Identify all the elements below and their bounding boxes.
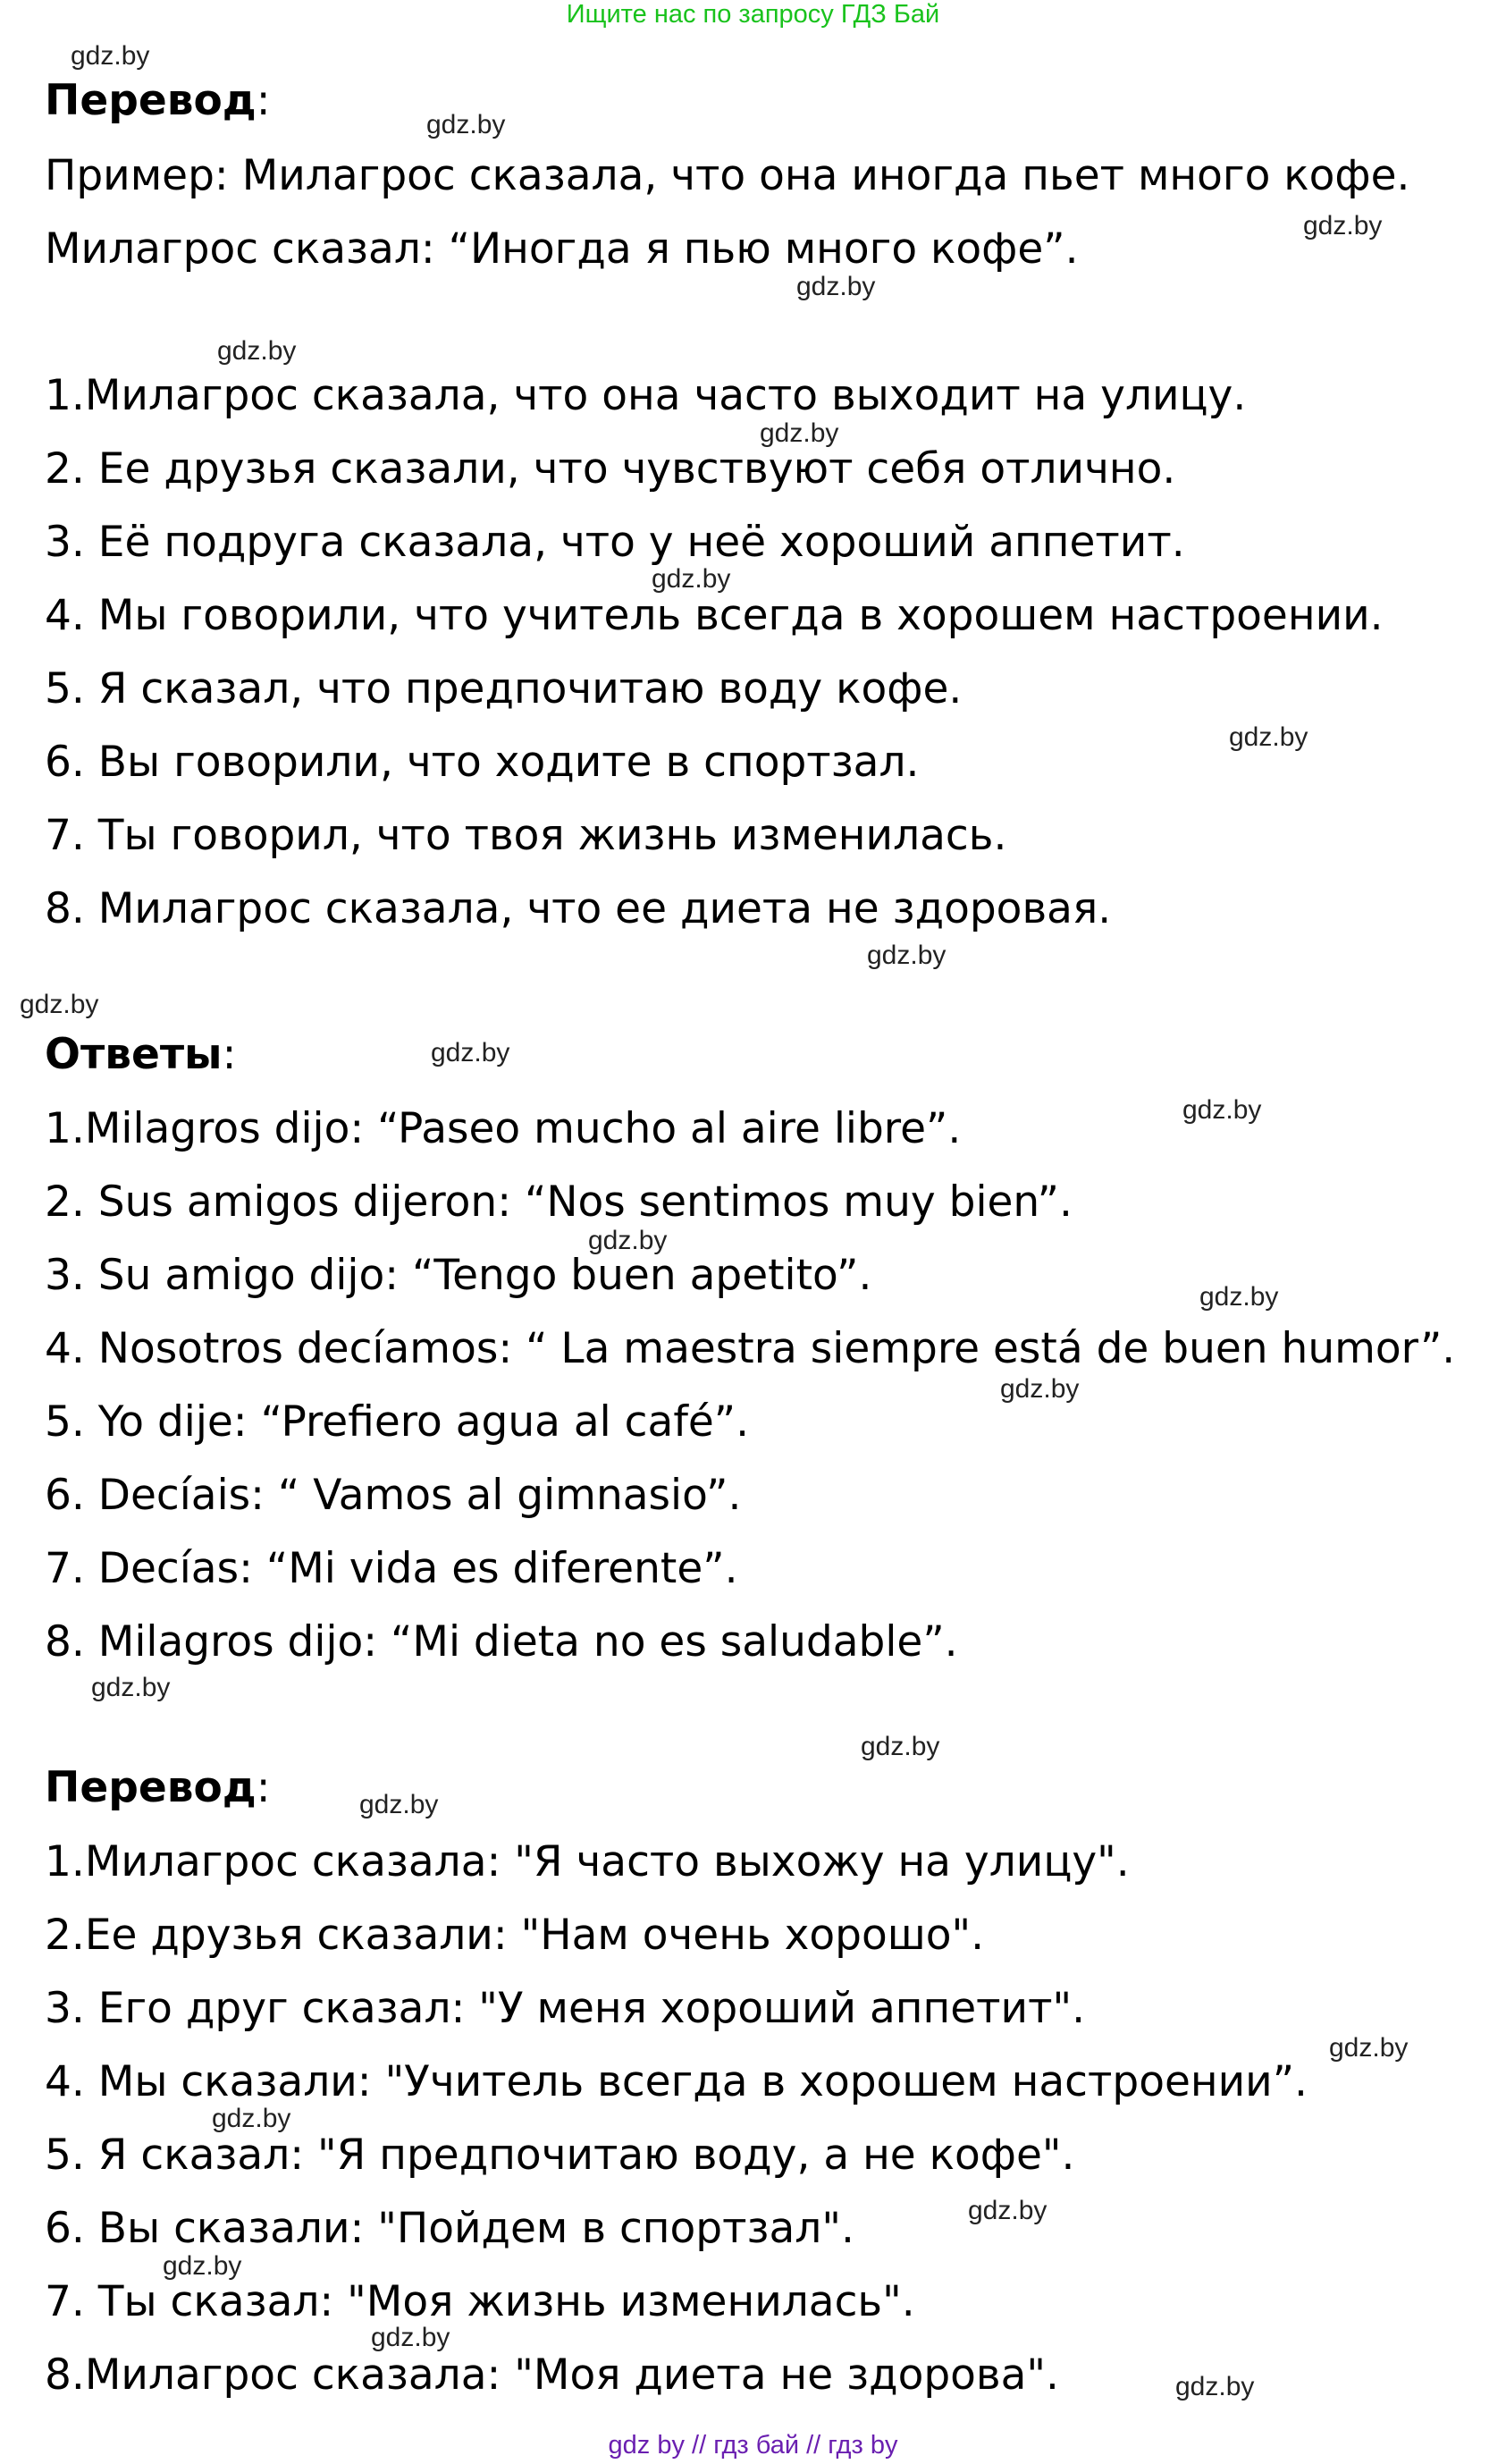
watermark: gdz.by — [796, 272, 876, 301]
answer-translation-item: 5. Я сказал: "Я предпочитаю воду, а не кофе". — [45, 2131, 1075, 2180]
answer-item: 5. Yo dije: “Prefiero agua al café”. — [45, 1397, 750, 1447]
answer-item: 2. Sus amigos dijeron: “Nos sentimos muy bien”. — [45, 1177, 1073, 1227]
watermark: gdz.by — [1199, 1282, 1279, 1312]
watermark: gdz.by — [652, 564, 731, 594]
watermark: gdz.by — [71, 41, 150, 71]
answer-item: 8. Milagros dijo: “Mi dieta no es saludable”. — [45, 1617, 958, 1667]
watermark: gdz.by — [212, 2104, 291, 2133]
watermark: gdz.by — [1229, 722, 1308, 752]
answer-translation-item: 6. Вы сказали: "Пойдем в спортзал". — [45, 2204, 854, 2253]
footer-links-banner: gdz by // гдз бай // гдз by — [608, 2431, 898, 2460]
example-line-2: Милагрос сказал: “Иногда я пью много кофе”. — [45, 224, 1079, 274]
watermark: gdz.by — [1175, 2372, 1255, 2401]
translation-item: 4. Мы говорили, что учитель всегда в хорошем настроении. — [45, 591, 1384, 640]
translation-item: 5. Я сказал, что предпочитаю воду кофе. — [45, 664, 963, 713]
translation-item: 8. Милагрос сказала, что ее диета не здоровая. — [45, 884, 1112, 933]
watermark: gdz.by — [1182, 1095, 1262, 1125]
translation-item: 6. Вы говорили, что ходите в спортзал. — [45, 738, 920, 787]
translation-heading — [45, 76, 271, 126]
answer-item: 7. Decías: “Mi vida es diferente”. — [45, 1544, 738, 1593]
watermark: gdz.by — [217, 336, 297, 366]
answer-translation-item: 7. Ты сказал: "Моя жизнь изменилась". — [45, 2277, 915, 2326]
watermark: gdz.by — [371, 2323, 450, 2352]
answer-translation-item: 3. Его друг сказал: "У меня хороший аппетит". — [45, 1984, 1086, 2033]
watermark: gdz.by — [760, 418, 839, 448]
answer-item: 4. Nosotros decíamos: “ La maestra siempre está de buen humor”. — [45, 1324, 1456, 1373]
answers-heading-text: Ответы — [45, 1030, 223, 1079]
translation-heading-text: Перевод — [45, 76, 257, 125]
watermark: gdz.by — [359, 1790, 439, 1819]
translation-item: 2. Ее друзья сказали, что чувствуют себя отлично. — [45, 444, 1176, 494]
example-line-1: Пример: Милагрос сказала, что она иногда пьет много кофе. — [45, 151, 1410, 200]
watermark: gdz.by — [1329, 2033, 1409, 2063]
answers-translation-heading-text: Перевод — [45, 1763, 257, 1812]
watermark: gdz.by — [588, 1226, 668, 1255]
answer-item: 6. Decíais: “ Vamos al gimnasio”. — [45, 1471, 742, 1520]
answers-heading-colon: : — [222, 1030, 237, 1079]
watermark: gdz.by — [867, 941, 947, 970]
answers-translation-heading-colon: : — [256, 1763, 271, 1812]
answer-translation-item: 2.Ее друзья сказали: "Нам очень хорошо". — [45, 1911, 985, 1960]
watermark: gdz.by — [431, 1038, 510, 1067]
watermark: gdz.by — [861, 1732, 940, 1761]
translation-heading-colon: : — [256, 76, 271, 125]
search-hint-banner: Ищите нас по запросу ГДЗ Бай — [566, 0, 940, 29]
watermark: gdz.by — [91, 1673, 171, 1702]
watermark: gdz.by — [20, 990, 99, 1019]
watermark: gdz.by — [1000, 1374, 1080, 1404]
answers-heading — [45, 1030, 236, 1080]
watermark: gdz.by — [163, 2251, 242, 2281]
answer-item: 1.Milagros dijo: “Paseo mucho al aire libre”. — [45, 1104, 962, 1153]
translation-item: 7. Ты говорил, что твоя жизнь изменилась. — [45, 811, 1007, 860]
translation-item: 3. Её подруга сказала, что у неё хороший аппетит. — [45, 518, 1185, 567]
answer-translation-item: 4. Мы сказали: "Учитель всегда в хорошем настроении”. — [45, 2057, 1308, 2106]
answers-translation-heading — [45, 1763, 271, 1813]
watermark: gdz.by — [1303, 211, 1383, 240]
answer-item: 3. Su amigo dijo: “Tengo buen apetito”. — [45, 1251, 872, 1300]
answer-translation-item: 8.Милагрос сказала: "Моя диета не здорова". — [45, 2350, 1059, 2400]
watermark: gdz.by — [426, 110, 506, 139]
answer-translation-item: 1.Милагрос сказала: "Я часто выхожу на улицу". — [45, 1837, 1130, 1886]
watermark: gdz.by — [968, 2196, 1047, 2225]
translation-item: 1.Милагрос сказала, что она часто выходит на улицу. — [45, 371, 1247, 420]
